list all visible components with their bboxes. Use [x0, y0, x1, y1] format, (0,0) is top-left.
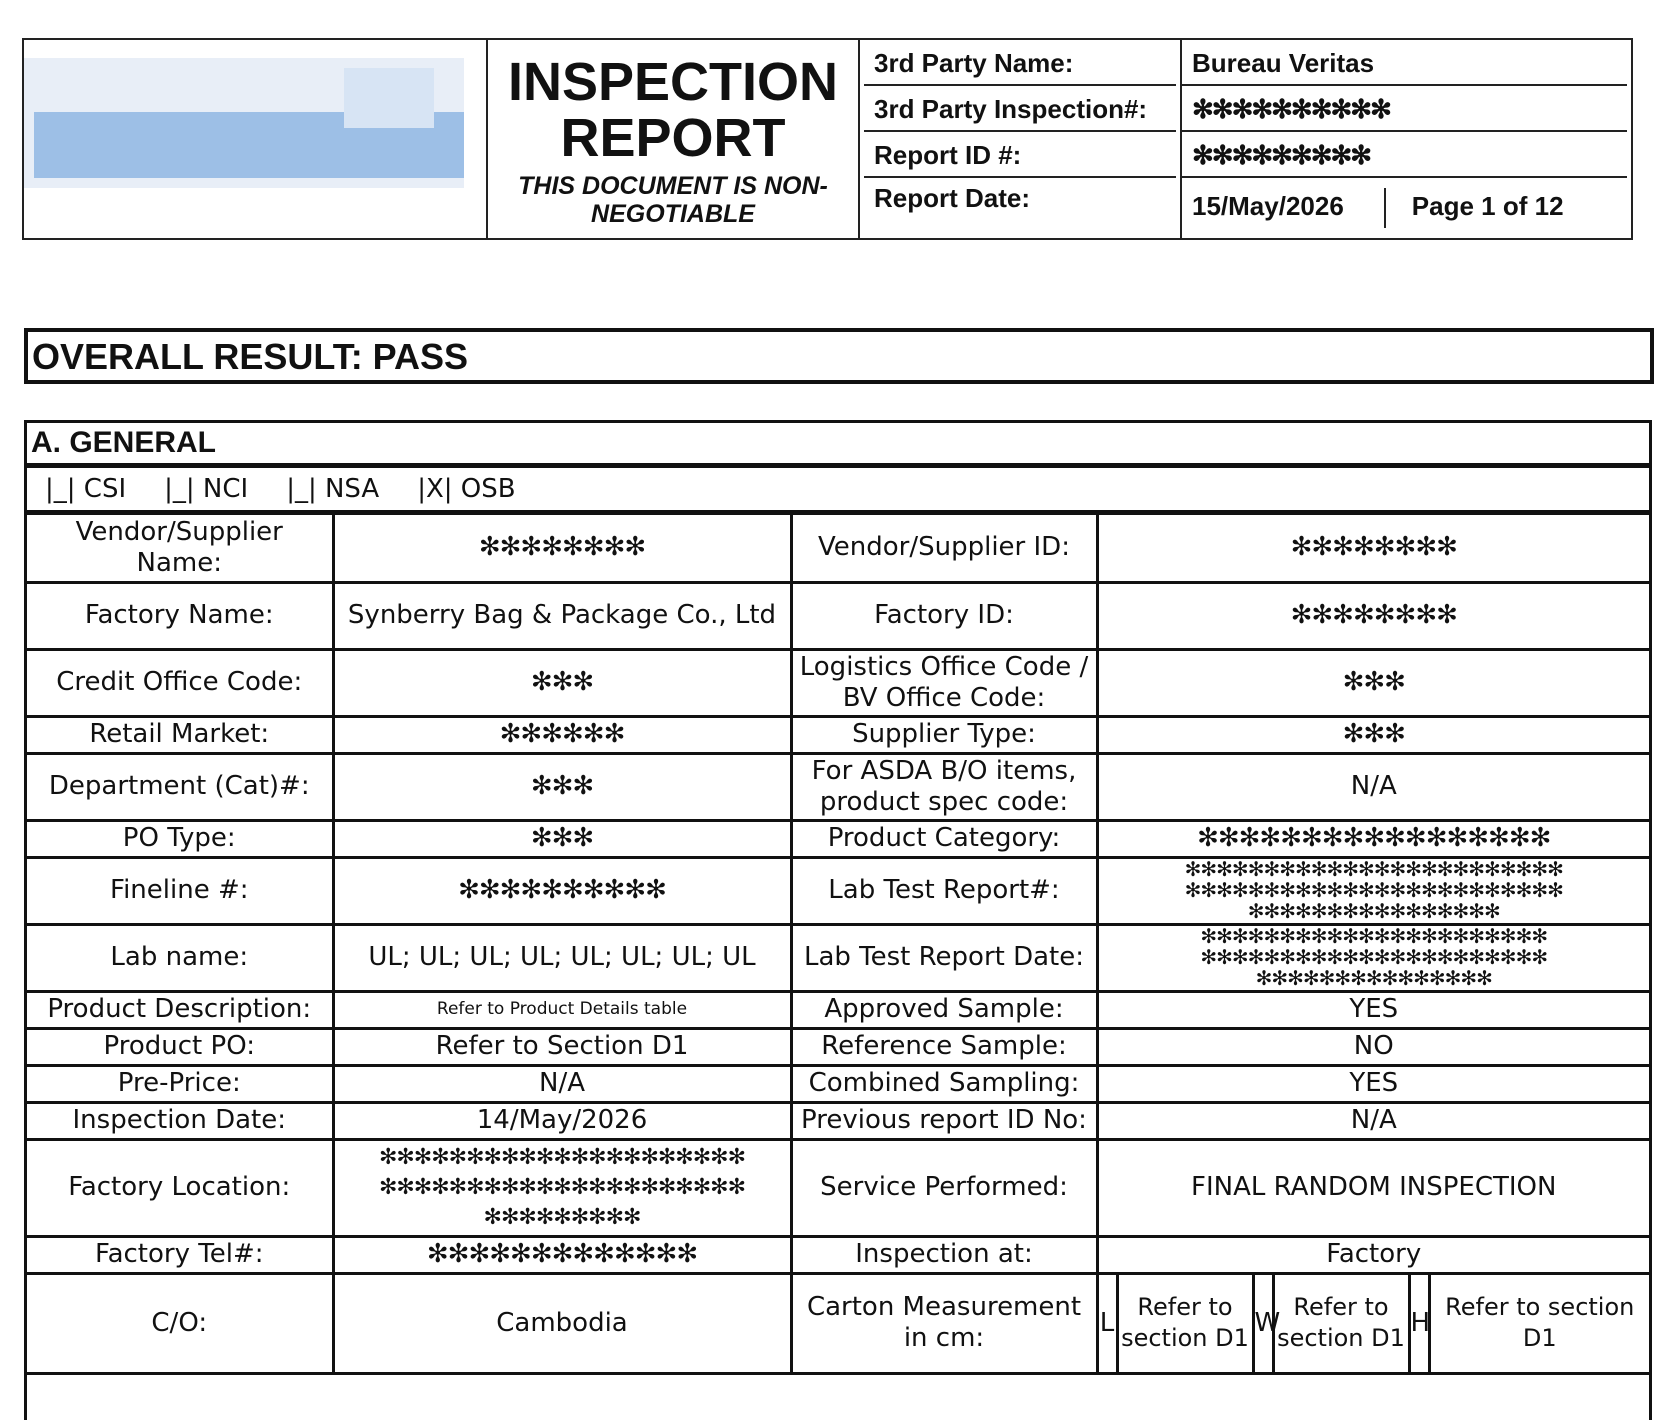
field-label: Combined Sampling: — [791, 1065, 1097, 1102]
checkbox-csi[interactable]: |_| CSI — [45, 474, 127, 504]
field-label: Previous report ID No: — [791, 1102, 1097, 1139]
field-label: Vendor/Supplier Name: — [27, 515, 333, 582]
field-value: ✻✻✻✻✻✻✻✻ — [1097, 515, 1649, 582]
table-row — [27, 991, 1649, 1028]
field-label: PO Type: — [27, 820, 333, 857]
field-value: YES — [1097, 991, 1649, 1028]
table-row — [27, 1273, 1649, 1373]
field-value: ✻✻✻ — [1097, 649, 1649, 716]
field-label: Inspection at: — [791, 1236, 1097, 1273]
field-value: ✻✻✻✻✻✻✻✻✻✻✻✻✻✻✻✻✻✻✻✻✻✻ ✻✻✻✻✻✻✻✻✻✻✻✻✻✻✻✻✻✻✻✻✻✻ ✻✻✻✻✻✻✻✻✻✻✻✻✻✻✻ — [1097, 924, 1649, 991]
overall-result: OVERALL RESULT: PASS — [24, 328, 1654, 384]
carton-length-label: L — [1097, 1273, 1117, 1373]
carton-length-value: Refer to section D1 — [1117, 1273, 1253, 1373]
carton-height-label: H — [1409, 1273, 1429, 1373]
field-value: NO — [1097, 1028, 1649, 1065]
field-value: ✻✻✻✻✻✻✻✻✻✻✻✻✻ — [333, 1236, 791, 1273]
field-label: Department (Cat)#: — [27, 753, 333, 820]
report-id-value: ✻✻✻✻✻✻✻✻✻ — [1180, 132, 1627, 178]
field-label: Approved Sample: — [791, 991, 1097, 1028]
report-title-block — [488, 40, 860, 238]
non-negotiable-notice: THIS DOCUMENT IS NON-NEGOTIABLE — [518, 172, 828, 228]
field-value: FINAL RANDOM INSPECTION — [1097, 1139, 1649, 1236]
field-value: ✻✻✻✻✻✻✻✻✻✻ — [333, 857, 791, 924]
table-row — [27, 582, 1649, 649]
field-value: Synberry Bag & Package Co., Ltd — [333, 582, 791, 649]
report-title-line1: INSPECTION — [507, 52, 839, 112]
report-title-line2: REPORT — [560, 108, 786, 168]
table-row — [27, 716, 1649, 753]
field-label: Lab Test Report#: — [791, 857, 1097, 924]
field-label: Product Description: — [27, 991, 333, 1028]
carton-width-value: Refer to section D1 — [1273, 1273, 1409, 1373]
field-label: Reference Sample: — [791, 1028, 1097, 1065]
logo-blur-mid — [344, 68, 434, 128]
table-row — [27, 753, 1649, 820]
report-date-value: 15/May/2026 — [1192, 191, 1344, 221]
section-title: A. GENERAL — [27, 423, 1649, 468]
field-value: Refer to Product Details table — [333, 991, 791, 1028]
field-label: Credit Office Code: — [27, 649, 333, 716]
inspection-type-checkboxes — [27, 468, 1649, 515]
report-meta — [860, 40, 1631, 238]
company-logo — [24, 40, 488, 238]
field-value: N/A — [333, 1065, 791, 1102]
third-party-inspection-value: ✻✻✻✻✻✻✻✻✻✻ — [1180, 86, 1627, 132]
table-row — [27, 924, 1649, 991]
field-value: ✻✻✻ — [1097, 716, 1649, 753]
field-label: Supplier Type: — [791, 716, 1097, 753]
field-label: For ASDA B/O items, product spec code: — [791, 753, 1097, 820]
field-label: Pre-Price: — [27, 1065, 333, 1102]
checkbox-nci[interactable]: |_| NCI — [164, 474, 249, 504]
field-value: 14/May/2026 — [333, 1102, 791, 1139]
field-label: Lab Test Report Date: — [791, 924, 1097, 991]
table-row — [27, 1065, 1649, 1102]
co-label: C/O: — [27, 1273, 333, 1373]
carton-width-label: W — [1253, 1273, 1273, 1373]
field-value: ✻✻✻✻✻✻✻✻ — [1097, 582, 1649, 649]
field-value: YES — [1097, 1065, 1649, 1102]
page-number: Page 1 of 12 — [1411, 191, 1564, 221]
field-label: Logistics Office Code / BV Office Code: — [791, 649, 1097, 716]
field-value: ✻✻✻✻✻✻✻✻✻✻✻✻✻✻✻✻✻ — [1097, 820, 1649, 857]
table-row — [27, 1236, 1649, 1273]
co-value: Cambodia — [333, 1273, 791, 1373]
field-value: ✻✻✻ — [333, 649, 791, 716]
field-value: Factory — [1097, 1236, 1649, 1273]
field-value: UL; UL; UL; UL; UL; UL; UL; UL — [333, 924, 791, 991]
field-label: Service Performed: — [791, 1139, 1097, 1236]
section-a-general — [24, 420, 1652, 1420]
field-label: Lab name: — [27, 924, 333, 991]
table-row — [27, 1139, 1649, 1236]
table-row — [27, 515, 1649, 582]
field-value: ✻✻✻✻✻✻✻✻✻✻✻✻✻✻✻✻✻✻✻✻✻ ✻✻✻✻✻✻✻✻✻✻✻✻✻✻✻✻✻✻✻✻✻ ✻✻✻✻✻✻✻✻✻ — [333, 1139, 791, 1236]
table-row — [27, 1028, 1649, 1065]
report-date-label: Report Date: — [874, 183, 1031, 213]
field-label: Factory ID: — [791, 582, 1097, 649]
page-separator — [1384, 188, 1386, 228]
carton-measurement-label: Carton Measurement in cm: — [791, 1273, 1097, 1373]
report-id-label: Report ID #: — [864, 132, 1176, 178]
table-row — [27, 1102, 1649, 1139]
field-label: Retail Market: — [27, 716, 333, 753]
field-label: Factory Tel#: — [27, 1236, 333, 1273]
field-label: Fineline #: — [27, 857, 333, 924]
third-party-name-value: Bureau Veritas — [1180, 40, 1627, 86]
third-party-name-label: 3rd Party Name: — [864, 40, 1176, 86]
field-value: Refer to Section D1 — [333, 1028, 791, 1065]
field-label: Factory Name: — [27, 582, 333, 649]
general-info-table — [27, 515, 1649, 1375]
field-label: Vendor/Supplier ID: — [791, 515, 1097, 582]
field-value: ✻✻✻✻✻✻✻✻ — [333, 515, 791, 582]
field-label: Product PO: — [27, 1028, 333, 1065]
checkbox-nsa[interactable]: |_| NSA — [286, 474, 380, 504]
checkbox-osb[interactable]: |X| OSB — [417, 474, 516, 504]
field-label: Inspection Date: — [27, 1102, 333, 1139]
report-date-cell — [1180, 178, 1627, 238]
report-header — [22, 38, 1633, 240]
table-row — [27, 820, 1649, 857]
field-value: N/A — [1097, 1102, 1649, 1139]
field-value: N/A — [1097, 753, 1649, 820]
field-value: ✻✻✻✻✻✻✻✻✻✻✻✻✻✻✻✻✻✻✻✻✻✻✻✻ ✻✻✻✻✻✻✻✻✻✻✻✻✻✻✻✻✻✻✻✻✻✻✻✻ ✻✻✻✻✻✻✻✻✻✻✻✻✻✻✻✻ — [1097, 857, 1649, 924]
field-value: ✻✻✻✻✻✻ — [333, 716, 791, 753]
table-row — [27, 649, 1649, 716]
third-party-inspection-label: 3rd Party Inspection#: — [864, 86, 1176, 132]
carton-height-value: Refer to section D1 — [1429, 1273, 1649, 1373]
table-row — [27, 857, 1649, 924]
field-value: ✻✻✻ — [333, 820, 791, 857]
field-label: Factory Location: — [27, 1139, 333, 1236]
field-label: Product Category: — [791, 820, 1097, 857]
field-value: ✻✻✻ — [333, 753, 791, 820]
